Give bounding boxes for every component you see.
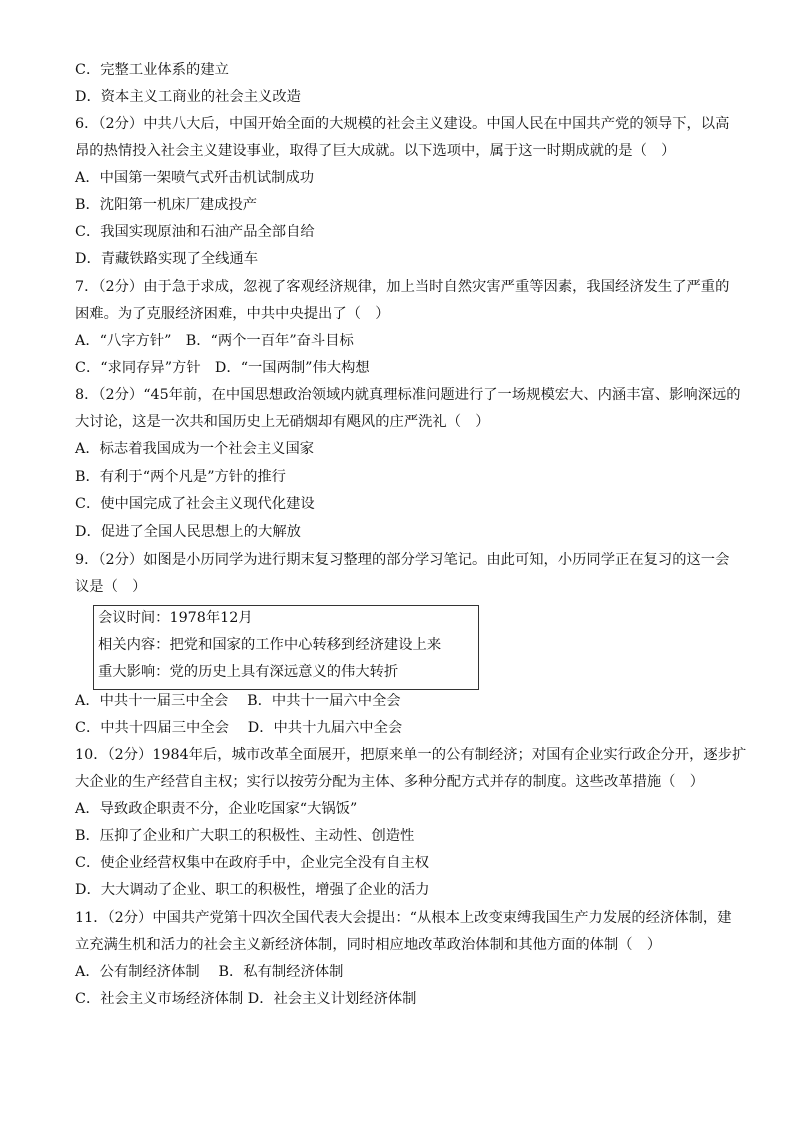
- question-10-option-c: C．使企业经营权集中在政府手中，企业完全没有自主权: [75, 855, 430, 871]
- question-6-option-a: A．中国第一架喷气式歼击机试制成功: [75, 170, 315, 186]
- notes-related-content: 相关内容：把党和国家的工作中心转移到经济建设上来: [98, 637, 442, 653]
- question-8-option-c: C．使中国完成了社会主义现代化建设: [75, 496, 315, 512]
- question-8-option-b: B．有利于“两个凡是”方针的推行: [75, 469, 286, 485]
- question-9-options-cd: C．中共十四届三中全会 D．中共十九届六中全会: [75, 720, 403, 736]
- question-6-stem: 6．（2分）中共八大后，中国开始全面的大规模的社会主义建设。中国人民在中国共产党的领导下，以高: [75, 116, 730, 132]
- question-9-stem: 9．（2分）如图是小历同学为进行期末复习整理的部分学习笔记。由此可知，小历同学正在复习的这一会: [75, 552, 730, 568]
- question-9-stem: 议是（ ）: [75, 579, 147, 595]
- question-7-options-cd: C．“求同存异”方针 D．“一国两制”伟大构想: [75, 360, 370, 376]
- question-10-option-a: A．导致政企职责不分，企业吃国家“大锅饭”: [75, 801, 358, 817]
- option-d: D．资本主义工商业的社会主义改造: [75, 89, 301, 105]
- question-6-stem: 昂的热情投入社会主义建设事业，取得了巨大成就。以下选项中，属于这一时期成就的是（ ）: [75, 143, 676, 159]
- question-10-option-b: B．压抑了企业和广大职工的积极性、主动性、创造性: [75, 828, 415, 844]
- question-11-options-cd: C．社会主义市场经济体制 D．社会主义计划经济体制: [75, 991, 417, 1007]
- question-6-option-b: B．沈阳第一机床厂建成投产: [75, 197, 258, 213]
- question-11-stem: 11．（2分）中国共产党第十四次全国代表大会提出：“从根本上改变束缚我国生产力发展的经济体制，建: [75, 910, 732, 926]
- question-7-stem: 困难。为了克服经济困难，中共中央提出了（ ）: [75, 306, 390, 322]
- question-10-stem: 大企业的生产经营自主权；实行以按劳分配为主体、多种分配方式并存的制度。这些改革措施（ ）: [75, 774, 705, 790]
- question-9-options-ab: A．中共十一届三中全会 B．中共十一届六中全会: [75, 693, 401, 709]
- question-11-stem: 立充满生机和活力的社会主义新经济体制，同时相应地改革政治体制和其他方面的体制（ ）: [75, 937, 662, 953]
- question-10-option-d: D．大大调动了企业、职工的积极性，增强了企业的活力: [75, 882, 430, 898]
- question-7-stem: 7．（2分）由于急于求成，忽视了客观经济规律，加上当时自然灾害严重等因素，我国经济发生了严重的: [75, 279, 730, 295]
- question-7-options-ab: A．“八字方针” B．“两个一百年”奋斗目标: [75, 333, 354, 349]
- question-8-option-d: D．促进了全国人民思想上的大解放: [75, 524, 301, 540]
- study-notes-box: [93, 605, 479, 690]
- question-8-option-a: A．标志着我国成为一个社会主义国家: [75, 441, 315, 457]
- option-c: C．完整工业体系的建立: [75, 62, 229, 78]
- question-8-stem: 大讨论，这是一次共和国历史上无硝烟却有飓风的庄严洗礼（ ）: [75, 414, 490, 430]
- question-10-stem: 10．（2分）1984年后，城市改革全面展开，把原来单一的公有制经济；对国有企业实行政企分开，逐步扩: [75, 747, 747, 763]
- question-8-stem: 8．（2分）“45年前，在中国思想政治领域内就真理标准问题进行了一场规模宏大、内涵丰富、影响深远的: [75, 387, 741, 403]
- notes-meeting-time: 会议时间：1978年12月: [98, 610, 253, 626]
- question-6-option-d: D．青藏铁路实现了全线通车: [75, 251, 259, 267]
- question-11-options-ab: A．公有制经济体制 B．私有制经济体制: [75, 964, 344, 980]
- notes-major-impact: 重大影响：党的历史上具有深远意义的伟大转折: [98, 664, 399, 680]
- question-6-option-c: C．我国实现原油和石油产品全部自给: [75, 224, 315, 240]
